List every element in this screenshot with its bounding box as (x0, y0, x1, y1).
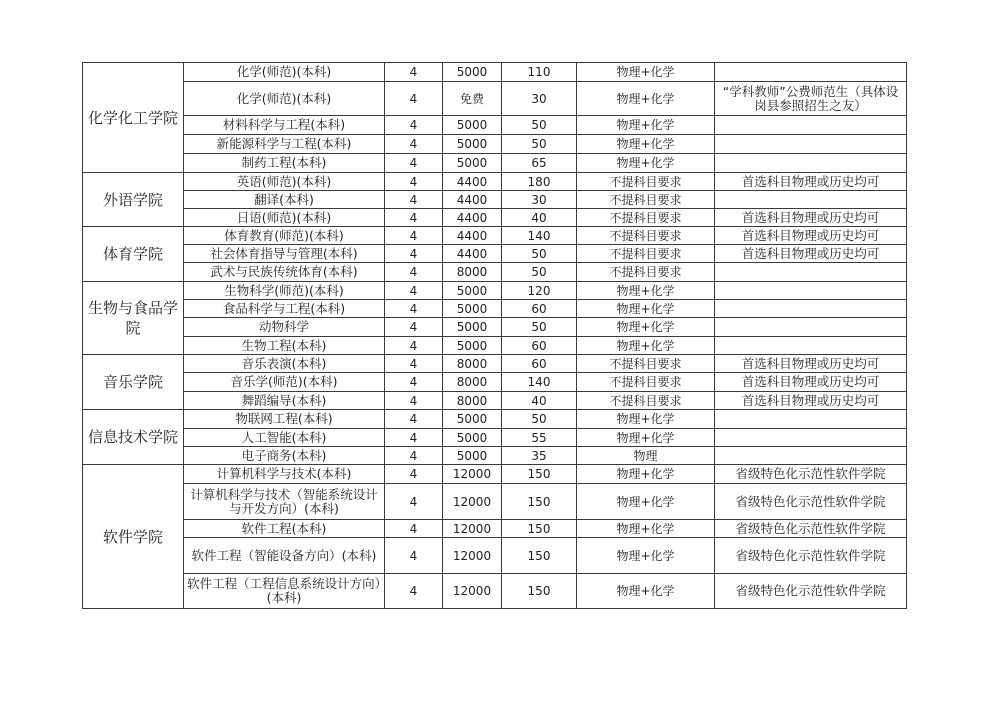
note-cell (715, 447, 907, 465)
college-name-cell: 生物与食品学院 (83, 282, 184, 355)
tuition-cell: 5000 (443, 300, 502, 318)
subjects-cell: 物理+化学 (577, 300, 715, 318)
table-row (83, 337, 907, 355)
note-cell: 省级特色化示范性软件学院 (715, 538, 907, 574)
major-cell: 电子商务(本科) (184, 447, 385, 465)
table-row (83, 300, 907, 318)
college-name-cell: 信息技术学院 (83, 410, 184, 465)
years-cell: 4 (385, 410, 443, 429)
tuition-cell: 5000 (443, 429, 502, 447)
note-cell (715, 300, 907, 318)
subjects-cell: 不提科目要求 (577, 373, 715, 392)
subjects-cell: 物理+化学 (577, 135, 715, 154)
note-cell (715, 63, 907, 82)
college-name-cell: 体育学院 (83, 227, 184, 282)
years-cell: 4 (385, 245, 443, 263)
years-cell: 4 (385, 484, 443, 520)
quota-cell: 50 (502, 245, 577, 263)
note-cell: “学科教师”公费师范生（具体设岗县参照招生之友） (715, 82, 907, 116)
subjects-cell: 物理+化学 (577, 484, 715, 520)
tuition-cell: 免费 (443, 82, 502, 116)
note-cell: 首选科目物理或历史均可 (715, 392, 907, 410)
tuition-cell: 5000 (443, 282, 502, 300)
subjects-cell: 物理+化学 (577, 82, 715, 116)
major-cell: 计算机科学与技术(本科) (184, 465, 385, 484)
subjects-cell: 物理+化学 (577, 63, 715, 82)
years-cell: 4 (385, 82, 443, 116)
table-row (83, 410, 907, 429)
years-cell: 4 (385, 209, 443, 227)
major-cell: 社会体育指导与管理(本科) (184, 245, 385, 263)
quota-cell: 140 (502, 373, 577, 392)
tuition-cell: 12000 (443, 538, 502, 574)
subjects-cell: 物理+化学 (577, 574, 715, 609)
quota-cell: 30 (502, 82, 577, 116)
years-cell: 4 (385, 300, 443, 318)
table-row (83, 245, 907, 263)
years-cell: 4 (385, 154, 443, 173)
years-cell: 4 (385, 392, 443, 410)
major-cell: 日语(师范)(本科) (184, 209, 385, 227)
quota-cell: 140 (502, 227, 577, 245)
table-row (83, 135, 907, 154)
table-row (83, 373, 907, 392)
years-cell: 4 (385, 465, 443, 484)
years-cell: 4 (385, 538, 443, 574)
tuition-cell: 8000 (443, 373, 502, 392)
subjects-cell: 物理 (577, 447, 715, 465)
subjects-cell: 物理+化学 (577, 410, 715, 429)
table-row (83, 447, 907, 465)
tuition-cell: 5000 (443, 154, 502, 173)
tuition-cell: 4400 (443, 245, 502, 263)
subjects-cell: 不提科目要求 (577, 173, 715, 191)
subjects-cell: 物理+化学 (577, 154, 715, 173)
table-row (83, 318, 907, 337)
note-cell: 首选科目物理或历史均可 (715, 373, 907, 392)
subjects-cell: 不提科目要求 (577, 245, 715, 263)
tuition-cell: 4400 (443, 173, 502, 191)
years-cell: 4 (385, 447, 443, 465)
years-cell: 4 (385, 373, 443, 392)
college-name-cell: 外语学院 (83, 173, 184, 227)
major-cell: 制药工程(本科) (184, 154, 385, 173)
quota-cell: 50 (502, 135, 577, 154)
major-cell: 动物科学 (184, 318, 385, 337)
note-cell (715, 318, 907, 337)
major-cell: 软件工程（智能设备方向）(本科) (184, 538, 385, 574)
quota-cell: 60 (502, 300, 577, 318)
subjects-cell: 物理+化学 (577, 116, 715, 135)
years-cell: 4 (385, 173, 443, 191)
major-cell: 英语(师范)(本科) (184, 173, 385, 191)
years-cell: 4 (385, 282, 443, 300)
quota-cell: 180 (502, 173, 577, 191)
subjects-cell: 物理+化学 (577, 429, 715, 447)
table-row (83, 484, 907, 520)
note-cell (715, 410, 907, 429)
note-cell: 省级特色化示范性软件学院 (715, 465, 907, 484)
years-cell: 4 (385, 116, 443, 135)
subjects-cell: 不提科目要求 (577, 263, 715, 282)
years-cell: 4 (385, 318, 443, 337)
years-cell: 4 (385, 191, 443, 209)
table-row (83, 429, 907, 447)
enrollment-table (82, 62, 907, 609)
subjects-cell: 物理+化学 (577, 318, 715, 337)
tuition-cell: 8000 (443, 263, 502, 282)
subjects-cell: 不提科目要求 (577, 227, 715, 245)
table-row (83, 355, 907, 373)
tuition-cell: 5000 (443, 318, 502, 337)
quota-cell: 110 (502, 63, 577, 82)
major-cell: 新能源科学与工程(本科) (184, 135, 385, 154)
table-row (83, 282, 907, 300)
tuition-cell: 5000 (443, 447, 502, 465)
major-cell: 物联网工程(本科) (184, 410, 385, 429)
tuition-cell: 5000 (443, 337, 502, 355)
table-row (83, 191, 907, 209)
quota-cell: 150 (502, 574, 577, 609)
table-row (83, 173, 907, 191)
tuition-cell: 4400 (443, 227, 502, 245)
table-row (83, 154, 907, 173)
tuition-cell: 8000 (443, 392, 502, 410)
major-cell: 武术与民族传统体育(本科) (184, 263, 385, 282)
major-cell: 计算机科学与技术（智能系统设计与开发方向）(本科) (184, 484, 385, 520)
quota-cell: 150 (502, 520, 577, 538)
table-row (83, 392, 907, 410)
quota-cell: 120 (502, 282, 577, 300)
years-cell: 4 (385, 63, 443, 82)
note-cell (715, 337, 907, 355)
major-cell: 生物科学(师范)(本科) (184, 282, 385, 300)
subjects-cell: 不提科目要求 (577, 191, 715, 209)
note-cell: 首选科目物理或历史均可 (715, 209, 907, 227)
major-cell: 化学(师范)(本科) (184, 63, 385, 82)
note-cell (715, 116, 907, 135)
note-cell: 首选科目物理或历史均可 (715, 173, 907, 191)
subjects-cell: 物理+化学 (577, 520, 715, 538)
major-cell: 软件工程(本科) (184, 520, 385, 538)
quota-cell: 50 (502, 116, 577, 135)
college-name-cell: 化学化工学院 (83, 63, 184, 173)
major-cell: 舞蹈编导(本科) (184, 392, 385, 410)
tuition-cell: 5000 (443, 135, 502, 154)
major-cell: 音乐表演(本科) (184, 355, 385, 373)
quota-cell: 150 (502, 484, 577, 520)
note-cell (715, 429, 907, 447)
quota-cell: 150 (502, 465, 577, 484)
years-cell: 4 (385, 355, 443, 373)
tuition-cell: 5000 (443, 63, 502, 82)
tuition-cell: 8000 (443, 355, 502, 373)
table-row (83, 82, 907, 116)
tuition-cell: 4400 (443, 191, 502, 209)
table-row (83, 227, 907, 245)
subjects-cell: 物理+化学 (577, 282, 715, 300)
note-cell: 首选科目物理或历史均可 (715, 245, 907, 263)
note-cell (715, 154, 907, 173)
table-row (83, 116, 907, 135)
years-cell: 4 (385, 520, 443, 538)
quota-cell: 60 (502, 355, 577, 373)
quota-cell: 50 (502, 410, 577, 429)
major-cell: 生物工程(本科) (184, 337, 385, 355)
tuition-cell: 5000 (443, 116, 502, 135)
note-cell (715, 282, 907, 300)
note-cell: 首选科目物理或历史均可 (715, 355, 907, 373)
major-cell: 软件工程（工程信息系统设计方向）(本科) (184, 574, 385, 609)
major-cell: 体育教育(师范)(本科) (184, 227, 385, 245)
quota-cell: 50 (502, 318, 577, 337)
subjects-cell: 不提科目要求 (577, 355, 715, 373)
major-cell: 人工智能(本科) (184, 429, 385, 447)
major-cell: 材料科学与工程(本科) (184, 116, 385, 135)
major-cell: 食品科学与工程(本科) (184, 300, 385, 318)
quota-cell: 65 (502, 154, 577, 173)
major-cell: 翻译(本科) (184, 191, 385, 209)
quota-cell: 50 (502, 263, 577, 282)
years-cell: 4 (385, 574, 443, 609)
quota-cell: 60 (502, 337, 577, 355)
subjects-cell: 不提科目要求 (577, 392, 715, 410)
table-row (83, 574, 907, 609)
years-cell: 4 (385, 263, 443, 282)
tuition-cell: 5000 (443, 410, 502, 429)
years-cell: 4 (385, 135, 443, 154)
note-cell (715, 135, 907, 154)
years-cell: 4 (385, 429, 443, 447)
quota-cell: 40 (502, 392, 577, 410)
subjects-cell: 不提科目要求 (577, 209, 715, 227)
table-body (83, 63, 907, 609)
quota-cell: 35 (502, 447, 577, 465)
table-row (83, 209, 907, 227)
subjects-cell: 物理+化学 (577, 337, 715, 355)
note-cell: 省级特色化示范性软件学院 (715, 574, 907, 609)
quota-cell: 30 (502, 191, 577, 209)
note-cell: 首选科目物理或历史均可 (715, 227, 907, 245)
note-cell: 省级特色化示范性软件学院 (715, 484, 907, 520)
table-row (83, 538, 907, 574)
years-cell: 4 (385, 227, 443, 245)
quota-cell: 150 (502, 538, 577, 574)
table-row (83, 520, 907, 538)
note-cell (715, 263, 907, 282)
major-cell: 音乐学(师范)(本科) (184, 373, 385, 392)
quota-cell: 40 (502, 209, 577, 227)
note-cell (715, 191, 907, 209)
subjects-cell: 物理+化学 (577, 465, 715, 484)
table-row (83, 263, 907, 282)
subjects-cell: 物理+化学 (577, 538, 715, 574)
table-row (83, 465, 907, 484)
college-name-cell: 软件学院 (83, 465, 184, 609)
tuition-cell: 12000 (443, 465, 502, 484)
table-row (83, 63, 907, 82)
major-cell: 化学(师范)(本科) (184, 82, 385, 116)
note-cell: 省级特色化示范性软件学院 (715, 520, 907, 538)
college-name-cell: 音乐学院 (83, 355, 184, 410)
tuition-cell: 12000 (443, 520, 502, 538)
tuition-cell: 4400 (443, 209, 502, 227)
years-cell: 4 (385, 337, 443, 355)
quota-cell: 55 (502, 429, 577, 447)
tuition-cell: 12000 (443, 484, 502, 520)
tuition-cell: 12000 (443, 574, 502, 609)
